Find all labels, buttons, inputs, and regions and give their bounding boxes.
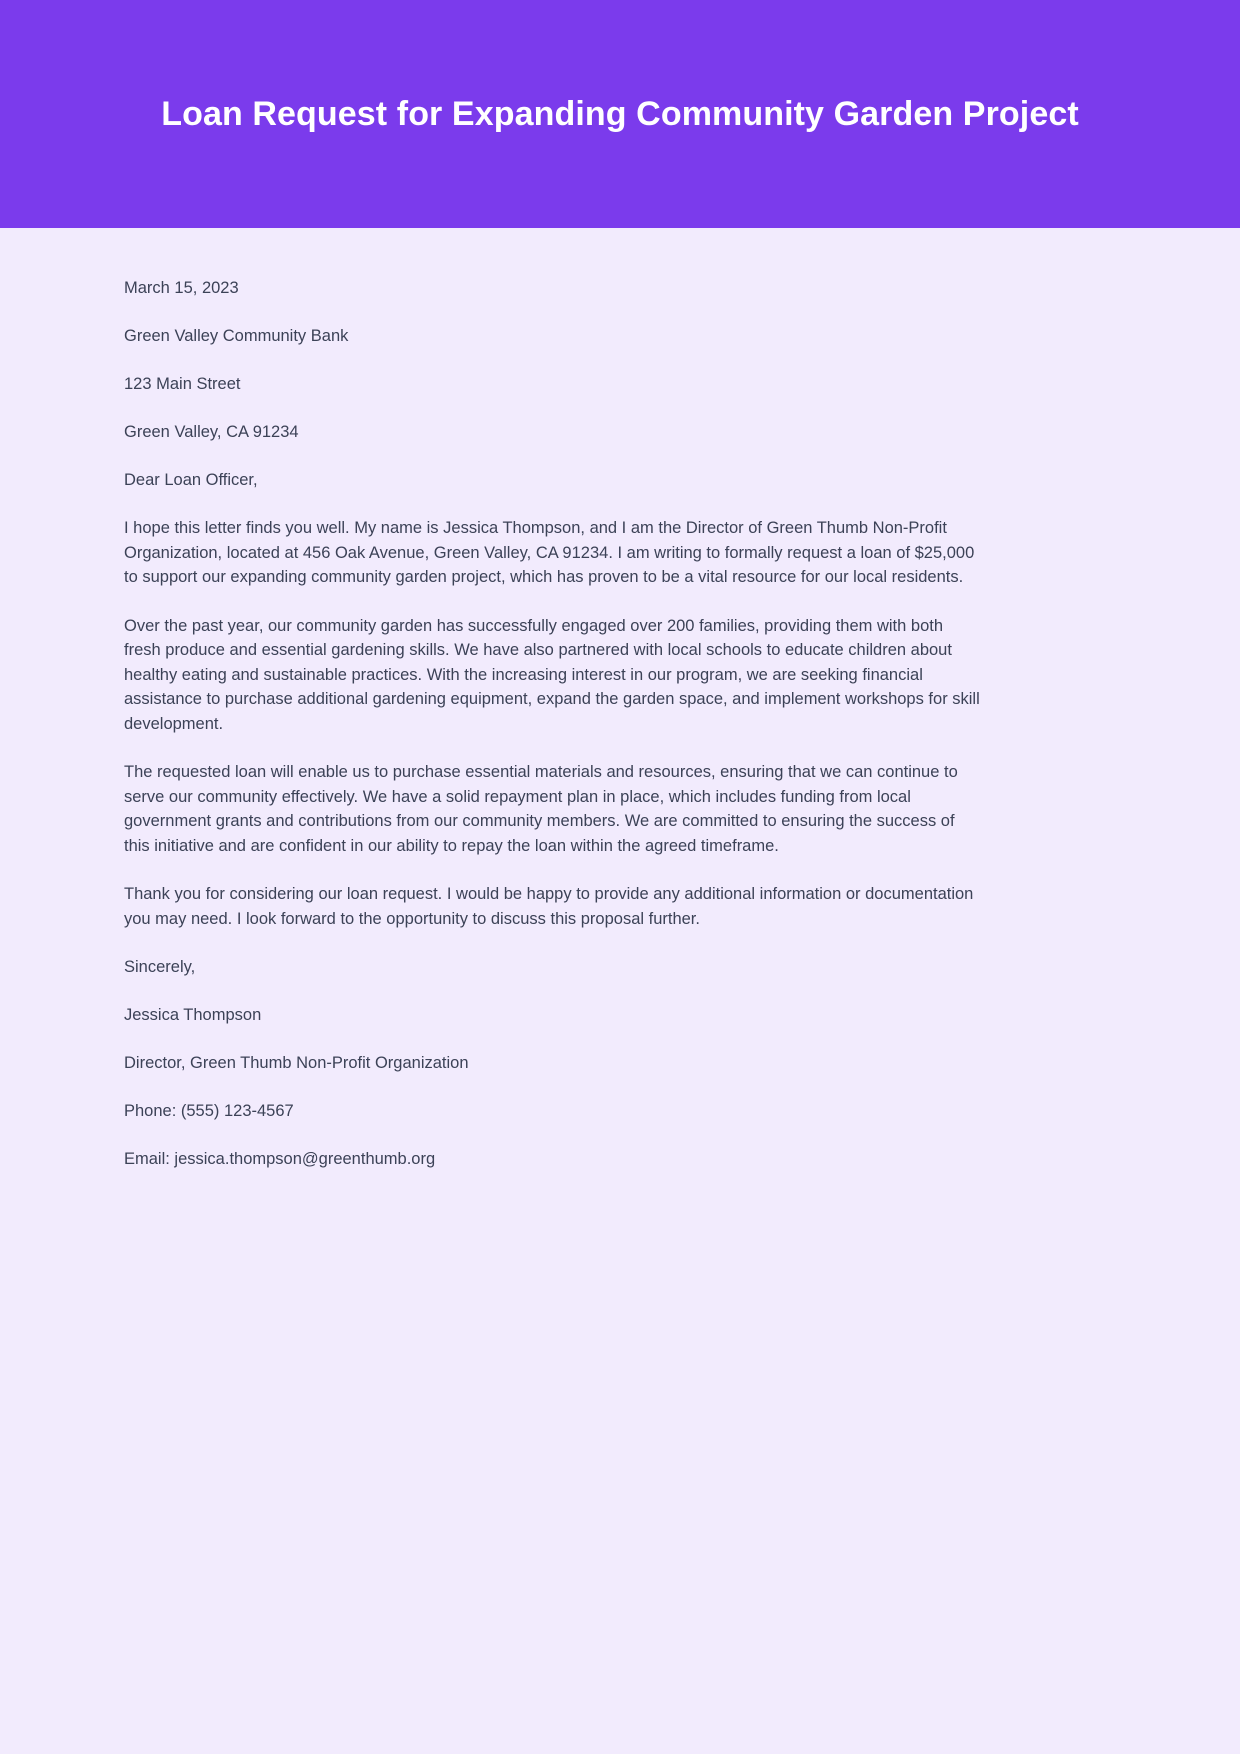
letter-paragraph: Thank you for considering our loan request. I would be happy to provide any additional information or documentation you may need. I look forward to the opportunity to discuss this proposal further. xyxy=(124,885,974,928)
signature-email: Email: jessica.thompson@greenthumb.org xyxy=(124,1150,436,1168)
recipient-organization: Green Valley Community Bank xyxy=(124,327,349,345)
letter-closing: Sincerely, xyxy=(124,958,196,976)
letter-body xyxy=(0,228,1240,1245)
letter-salutation: Dear Loan Officer, xyxy=(124,471,258,489)
page-title: Loan Request for Expanding Community Garden Project xyxy=(161,94,1079,133)
bottom-spacer xyxy=(124,1195,980,1205)
document-header-band xyxy=(0,0,1240,228)
letter-date: March 15, 2023 xyxy=(124,279,239,297)
letter-paragraph: Over the past year, our community garden has successfully engaged over 200 families, providing them with both fresh produce and essential gardening skills. We have also partnered with local schools to educate children about healthy eating and sustainable practices. With the increasing interest in our program, we are seeking financial assistance to purchase additional gardening equipment, expand the garden space, and implement workshops for skill development. xyxy=(124,616,980,733)
letter-content-column xyxy=(124,276,980,1205)
signature-title: Director, Green Thumb Non-Profit Organization xyxy=(124,1054,469,1072)
signature-phone: Phone: (555) 123-4567 xyxy=(124,1102,294,1120)
letter-paragraph: I hope this letter finds you well. My name is Jessica Thompson, and I am the Director of Green Thumb Non-Profit Organization, located at 456 Oak Avenue, Green Valley, CA 91234. I am writing to formally request a loan of $25,000 to support our expanding community garden project, which has proven to be a vital resource for our local residents. xyxy=(124,519,975,586)
letter-paragraph: The requested loan will enable us to purchase essential materials and resources, ensuring that we can continue to serve our community effectively. We have a solid repayment plan in place, which includes funding from local government grants and contributions from our community members. We are committed to ensuring the success of this initiative and are confident in our ability to repay the loan within the agreed timeframe. xyxy=(124,763,958,855)
recipient-street: 123 Main Street xyxy=(124,375,241,393)
signature-name: Jessica Thompson xyxy=(124,1006,262,1024)
recipient-city-state-zip: Green Valley, CA 91234 xyxy=(124,423,299,441)
